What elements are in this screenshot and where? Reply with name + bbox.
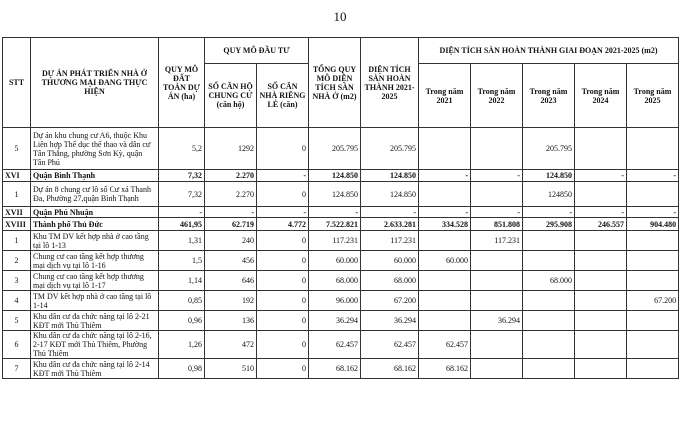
- row-year-2024: -: [575, 207, 627, 218]
- row-year-2022: [471, 128, 523, 170]
- row-year-2022: -: [471, 207, 523, 218]
- row-stt: 5: [3, 311, 31, 331]
- row-land-area: 7,32: [159, 182, 205, 207]
- row-stt: 4: [3, 291, 31, 311]
- row-apartments: 62.719: [205, 218, 257, 231]
- row-completed-floor: 67.200: [361, 291, 419, 311]
- row-stt: 5: [3, 128, 31, 170]
- row-land-area: -: [159, 207, 205, 218]
- row-year-2024: [575, 128, 627, 170]
- row-year-2024: [575, 182, 627, 207]
- row-land-area: 1,26: [159, 331, 205, 359]
- row-year-2023: [523, 291, 575, 311]
- row-total-floor: -: [309, 207, 361, 218]
- row-year-2024: [575, 291, 627, 311]
- row-year-2021: 334.528: [419, 218, 471, 231]
- row-completed-floor: 124.850: [361, 182, 419, 207]
- row-apartments: 510: [205, 359, 257, 379]
- row-project-name: Dự án 8 chung cư lô số Cư xá Thanh Đa, Phường 27,quận Bình Thạnh: [31, 182, 159, 207]
- row-project-name: Chung cư cao tầng kết hợp thương mại dịch vụ tại lô 1-16: [31, 251, 159, 271]
- row-completed-floor: -: [361, 207, 419, 218]
- row-year-2023: 124.850: [523, 170, 575, 182]
- row-year-2021: [419, 182, 471, 207]
- table-row: [3, 231, 679, 251]
- row-year-2021: [419, 128, 471, 170]
- row-year-2021: [419, 271, 471, 291]
- row-total-floor: 117.231: [309, 231, 361, 251]
- row-year-2024: [575, 331, 627, 359]
- row-completed-floor: 62.457: [361, 331, 419, 359]
- row-year-2021: 68.162: [419, 359, 471, 379]
- row-apartments: -: [205, 207, 257, 218]
- row-stt: XVIII: [3, 218, 31, 231]
- row-project-name: TM DV kết hợp nhà ở cao tầng tại lô 1-14: [31, 291, 159, 311]
- row-year-2024: [575, 231, 627, 251]
- row-apartments: 472: [205, 331, 257, 359]
- row-stt: 3: [3, 271, 31, 291]
- table-row: [3, 271, 679, 291]
- row-year-2021: 60.000: [419, 251, 471, 271]
- row-year-2025: [627, 271, 679, 291]
- row-houses: 0: [257, 331, 309, 359]
- row-year-2021: [419, 231, 471, 251]
- row-year-2022: 117.231: [471, 231, 523, 251]
- group-row: [3, 218, 679, 231]
- row-houses: 4.772: [257, 218, 309, 231]
- header-year-2025: Trong năm 2025: [627, 64, 679, 128]
- header-phase: DIỆN TÍCH SÀN HOÀN THÀNH GIAI ĐOẠN 2021-2025 (m2): [419, 38, 679, 64]
- row-completed-floor: 68.162: [361, 359, 419, 379]
- row-houses: 0: [257, 251, 309, 271]
- row-total-floor: 124.850: [309, 182, 361, 207]
- row-year-2023: 295.908: [523, 218, 575, 231]
- row-total-floor: 62.457: [309, 331, 361, 359]
- header-year-2021: Trong năm 2021: [419, 64, 471, 128]
- row-year-2022: 851.808: [471, 218, 523, 231]
- row-year-2024: [575, 271, 627, 291]
- row-land-area: 0,98: [159, 359, 205, 379]
- row-year-2021: [419, 291, 471, 311]
- row-year-2024: [575, 251, 627, 271]
- row-completed-floor: 124.850: [361, 170, 419, 182]
- row-year-2023: 205.795: [523, 128, 575, 170]
- row-year-2023: [523, 251, 575, 271]
- group-row: [3, 170, 679, 182]
- row-year-2025: [627, 331, 679, 359]
- row-year-2021: -: [419, 170, 471, 182]
- group-row: [3, 207, 679, 218]
- row-apartments: 1292: [205, 128, 257, 170]
- row-houses: 0: [257, 182, 309, 207]
- row-total-floor: 60.000: [309, 251, 361, 271]
- row-year-2022: [471, 331, 523, 359]
- header-land-area: QUY MÔ ĐẤT TOÀN DỰ ÁN (ha): [159, 38, 205, 128]
- table-row: [3, 291, 679, 311]
- header-total-floor: TỔNG QUY MÔ DIỆN TÍCH SÀN NHÀ Ở (m2): [309, 38, 361, 128]
- row-year-2025: [627, 182, 679, 207]
- page-number: 10: [333, 9, 347, 24]
- row-year-2022: [471, 291, 523, 311]
- row-completed-floor: 2.633.281: [361, 218, 419, 231]
- row-land-area: 5,2: [159, 128, 205, 170]
- row-year-2023: 68.000: [523, 271, 575, 291]
- table-row: [3, 182, 679, 207]
- row-stt: XVII: [3, 207, 31, 218]
- row-project-name: Thành phố Thủ Đức: [31, 218, 159, 231]
- table-row: [3, 251, 679, 271]
- row-project-name: Khu TM DV kết hợp nhà ở cao tầng tại lô 1-13: [31, 231, 159, 251]
- row-completed-floor: 117.231: [361, 231, 419, 251]
- row-year-2022: -: [471, 170, 523, 182]
- header-project: DỰ ÁN PHÁT TRIỂN NHÀ Ở THƯƠNG MẠI ĐANG THỰC HIỆN: [31, 38, 159, 128]
- header-stt: STT: [3, 38, 31, 128]
- housing-projects-table: [2, 37, 679, 379]
- row-stt: 1: [3, 231, 31, 251]
- row-land-area: 0,85: [159, 291, 205, 311]
- row-year-2025: [627, 128, 679, 170]
- header-invest-scale: QUY MÔ ĐẦU TƯ: [205, 38, 309, 64]
- row-year-2022: [471, 182, 523, 207]
- row-year-2025: -: [627, 170, 679, 182]
- row-year-2021: 62.457: [419, 331, 471, 359]
- row-apartments: 456: [205, 251, 257, 271]
- row-total-floor: 124.850: [309, 170, 361, 182]
- row-land-area: 7,32: [159, 170, 205, 182]
- row-year-2025: [627, 251, 679, 271]
- row-year-2024: [575, 359, 627, 379]
- row-houses: 0: [257, 311, 309, 331]
- table-row: [3, 359, 679, 379]
- row-stt: XVI: [3, 170, 31, 182]
- row-year-2022: [471, 251, 523, 271]
- row-total-floor: 36.294: [309, 311, 361, 331]
- row-completed-floor: 68.000: [361, 271, 419, 291]
- row-project-name: Quận Phú Nhuận: [31, 207, 159, 218]
- row-completed-floor: 36.294: [361, 311, 419, 331]
- row-year-2025: [627, 359, 679, 379]
- row-year-2023: 124850: [523, 182, 575, 207]
- row-stt: 7: [3, 359, 31, 379]
- row-project-name: Khu dân cư đa chức năng tại lô 2-21 KĐT mới Thủ Thiêm: [31, 311, 159, 331]
- row-year-2025: 67.200: [627, 291, 679, 311]
- row-stt: 6: [3, 331, 31, 359]
- header-completed-floor: DIỆN TÍCH SÀN HOÀN THÀNH 2021-2025: [361, 38, 419, 128]
- row-year-2025: [627, 311, 679, 331]
- row-year-2024: -: [575, 170, 627, 182]
- row-stt: 1: [3, 182, 31, 207]
- row-houses: 0: [257, 231, 309, 251]
- row-total-floor: 7.522.821: [309, 218, 361, 231]
- row-year-2025: 904.480: [627, 218, 679, 231]
- row-apartments: 192: [205, 291, 257, 311]
- table-row: [3, 311, 679, 331]
- row-land-area: 1,31: [159, 231, 205, 251]
- row-total-floor: 68.000: [309, 271, 361, 291]
- row-year-2021: -: [419, 207, 471, 218]
- row-apartments: 2.270: [205, 182, 257, 207]
- header-apartments: SỐ CĂN HỘ CHUNG CƯ (căn hộ): [205, 64, 257, 128]
- row-year-2023: [523, 331, 575, 359]
- row-year-2022: [471, 359, 523, 379]
- row-apartments: 646: [205, 271, 257, 291]
- row-apartments: 136: [205, 311, 257, 331]
- row-total-floor: 96.000: [309, 291, 361, 311]
- row-year-2025: [627, 231, 679, 251]
- header-year-2023: Trong năm 2023: [523, 64, 575, 128]
- table-row: [3, 331, 679, 359]
- row-land-area: 1,5: [159, 251, 205, 271]
- row-total-floor: 68.162: [309, 359, 361, 379]
- row-land-area: 0,96: [159, 311, 205, 331]
- row-year-2023: [523, 231, 575, 251]
- row-year-2024: 246.557: [575, 218, 627, 231]
- row-houses: 0: [257, 128, 309, 170]
- header-year-2024: Trong năm 2024: [575, 64, 627, 128]
- row-completed-floor: 60.000: [361, 251, 419, 271]
- row-project-name: Quận Bình Thạnh: [31, 170, 159, 182]
- row-houses: 0: [257, 359, 309, 379]
- row-year-2025: -: [627, 207, 679, 218]
- row-project-name: Chung cư cao tầng kết hợp thương mại dịch vụ tại lô 1-17: [31, 271, 159, 291]
- row-year-2023: -: [523, 207, 575, 218]
- row-apartments: 2.270: [205, 170, 257, 182]
- row-houses: -: [257, 170, 309, 182]
- row-land-area: 1,14: [159, 271, 205, 291]
- header-houses: SỐ CĂN NHÀ RIÊNG LẺ (căn): [257, 64, 309, 128]
- row-apartments: 240: [205, 231, 257, 251]
- row-year-2022: 36.294: [471, 311, 523, 331]
- row-project-name: Khu dân cư đa chức năng tại lô 2-14 KĐT mới Thủ Thiêm: [31, 359, 159, 379]
- row-stt: 2: [3, 251, 31, 271]
- row-year-2022: [471, 271, 523, 291]
- row-houses: 0: [257, 271, 309, 291]
- row-year-2024: [575, 311, 627, 331]
- row-houses: -: [257, 207, 309, 218]
- row-completed-floor: 205.795: [361, 128, 419, 170]
- header-year-2022: Trong năm 2022: [471, 64, 523, 128]
- row-year-2023: [523, 311, 575, 331]
- row-project-name: Dự án khu chung cư A6, thuộc Khu Liên hợp Thể dục thể thao và dân cư Tân Thắng, phường Sơn Kỳ, quận Tân Phú: [31, 128, 159, 170]
- row-project-name: Khu dân cư đa chức năng tại lô 2-16, 2-17 KĐT mới Thủ Thiêm, Phường Thủ Thiêm: [31, 331, 159, 359]
- row-total-floor: 205.795: [309, 128, 361, 170]
- row-land-area: 461,95: [159, 218, 205, 231]
- row-year-2023: [523, 359, 575, 379]
- table-row: [3, 128, 679, 170]
- row-year-2021: [419, 311, 471, 331]
- row-houses: 0: [257, 291, 309, 311]
